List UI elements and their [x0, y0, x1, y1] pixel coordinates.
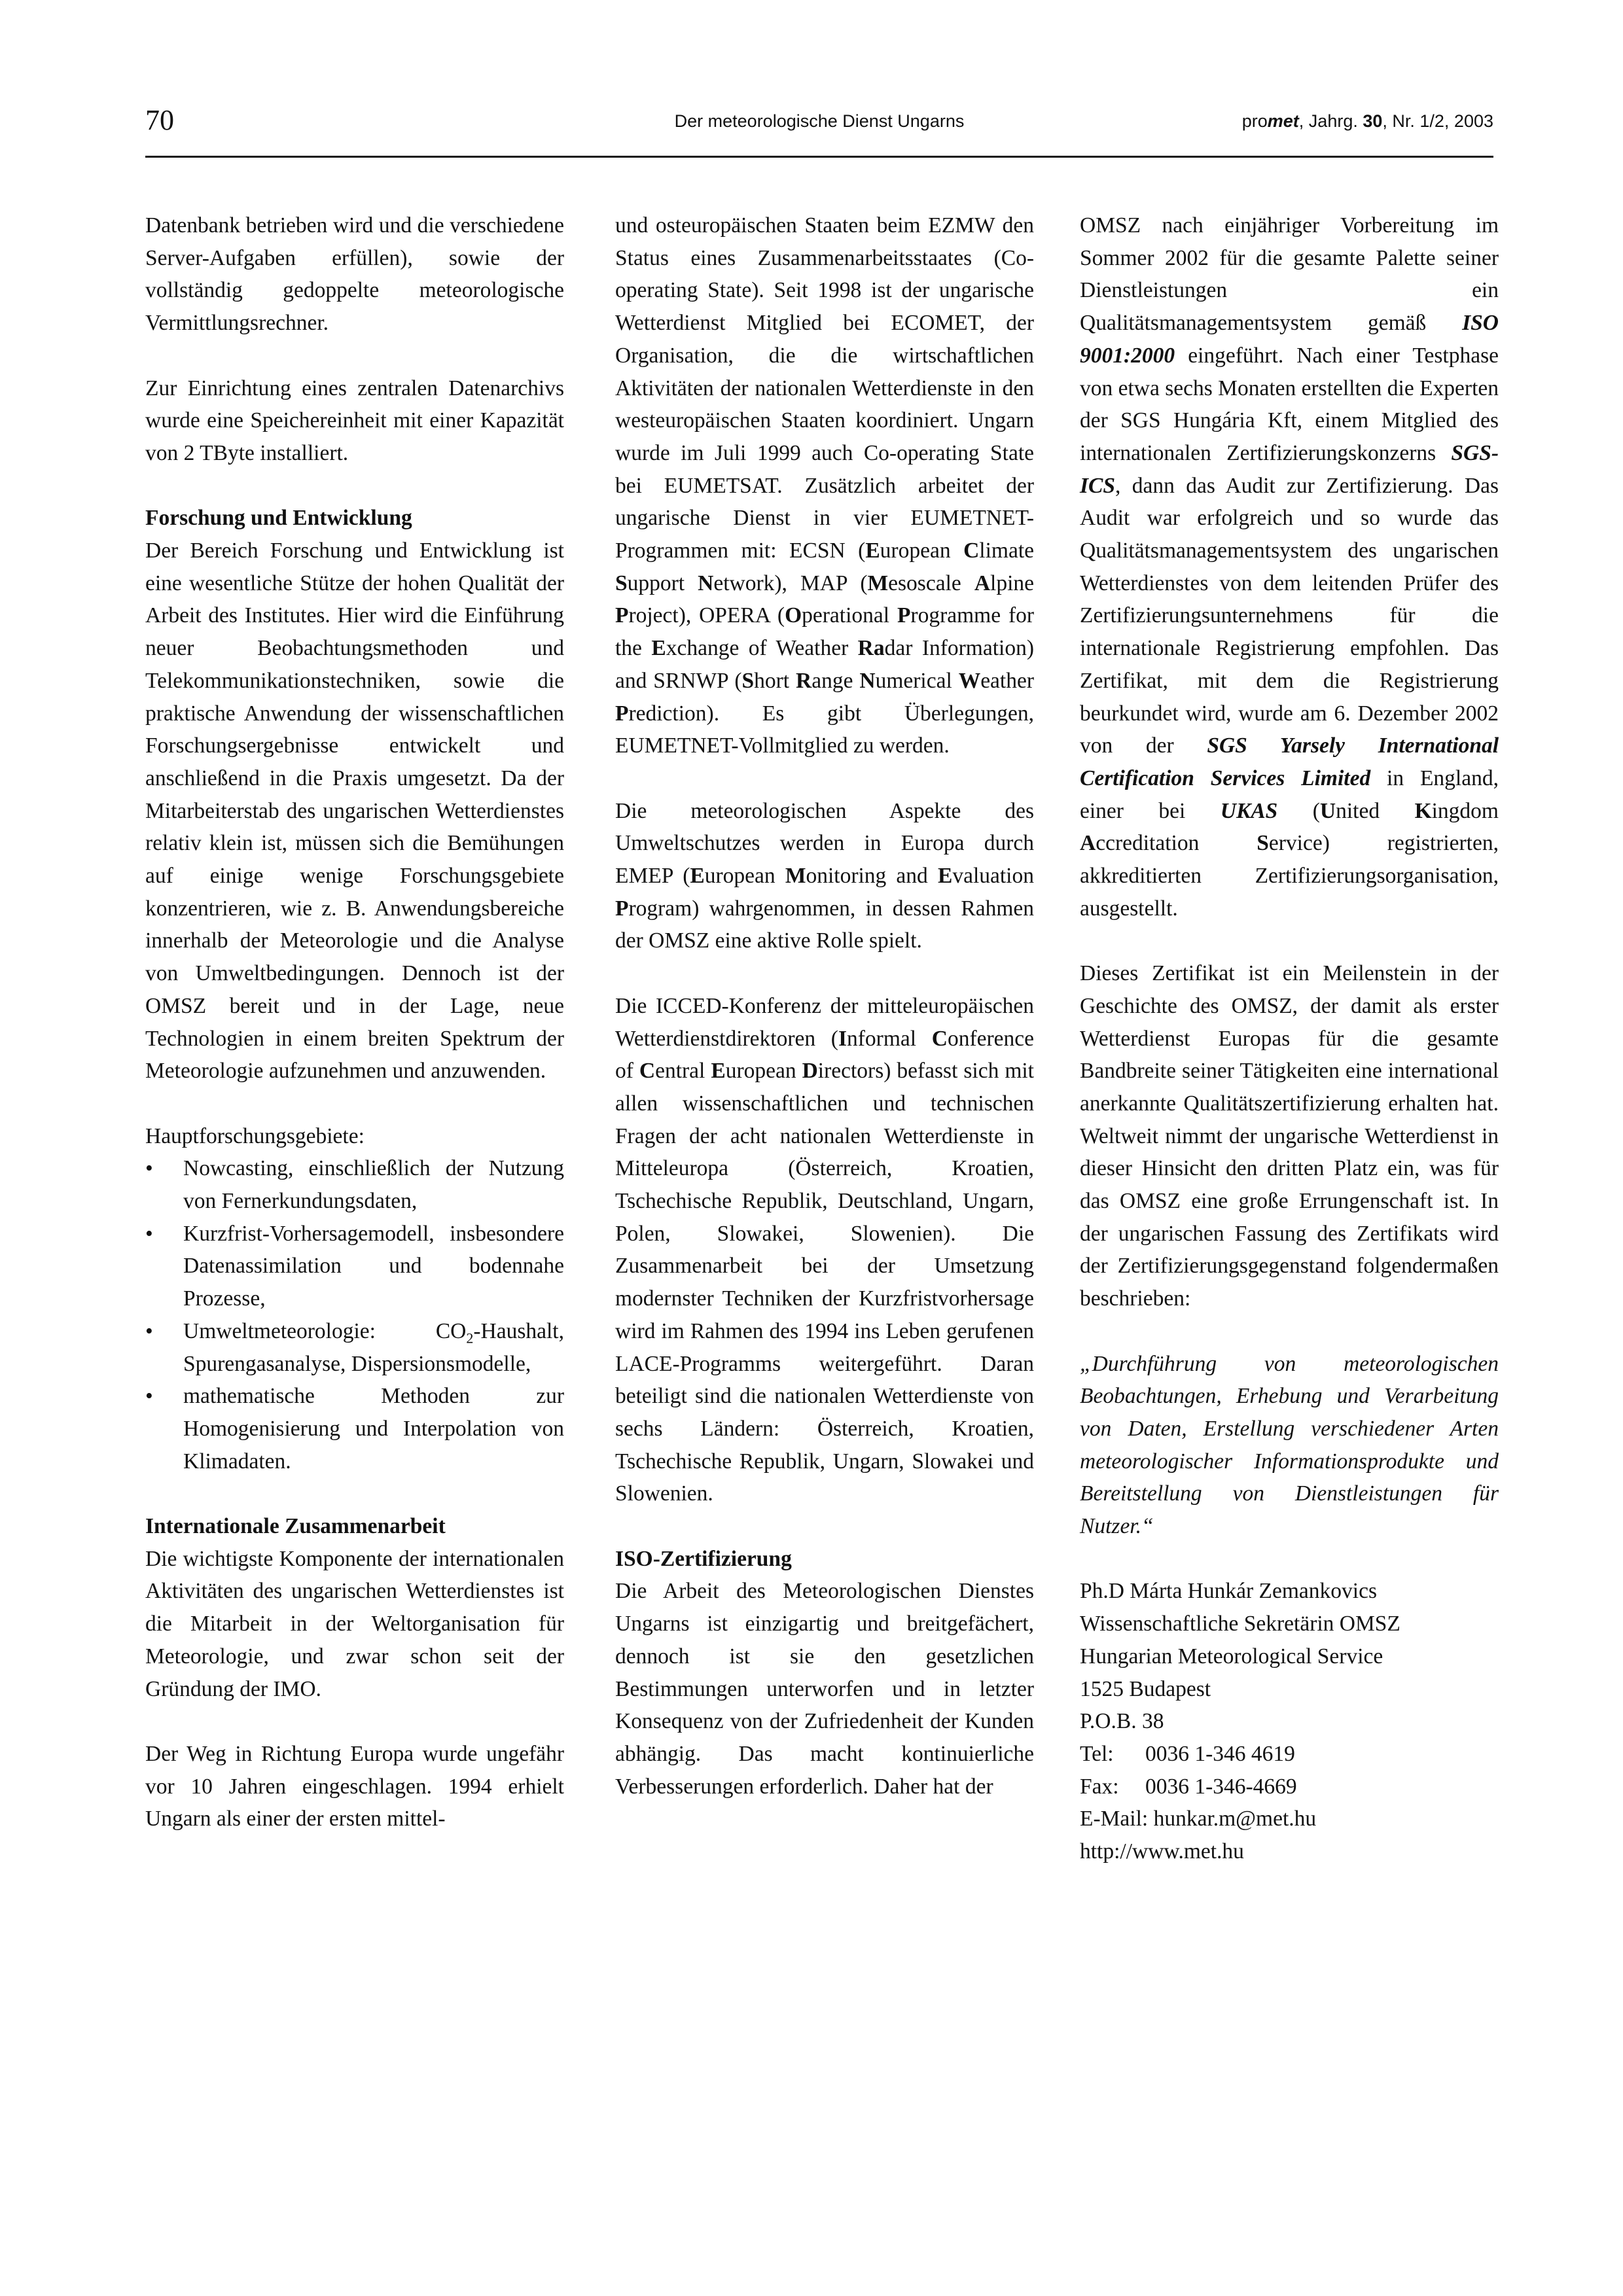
section-heading: Forschung und Entwicklung	[145, 506, 412, 531]
author-email: E-Mail: hunkar.m@met.hu	[1080, 1807, 1317, 1831]
author-website: http://www.met.hu	[1080, 1839, 1244, 1864]
author-fax: Fax: 0036 1-346-4669	[1080, 1774, 1297, 1799]
bullet-icon: •	[145, 1384, 153, 1409]
bullet-icon: •	[145, 1221, 153, 1246]
paragraph: Der Bereich Forschung und Entwicklung ist eine wesentliche Stütze der hohen Qualität der Arbeit des Institutes. Hier wird die Einführung neuer Beobachtungsmethoden und Telekommunikationstechniken, sowie die praktische Anwendung der wissenschaftlichen Forschungsergebnisse entwickelt und anschließend in die Praxis umgesetzt. Da der Mitarbeiterstab des ungarischen Wetterdienstes relativ klein ist, müssen sich die Bemühungen auf einige wenige Forschungsgebiete konzentrieren, wie z. B. Anwendungsbereiche innerhalb der Meteorologie und die Analyse von Umweltbedingungen. Dennoch ist der OMSZ bereit und in der Lage, neue Technologien in einem breiten Spektrum der Meteorologie aufzunehmen und anzuwenden.	[145, 539, 564, 1084]
column-3	[1080, 209, 1499, 1868]
author-pob: P.O.B. 38	[1080, 1709, 1164, 1734]
paragraph: und osteuropäischen Staaten beim EZMW den Status eines Zusammenarbeitsstaates (Co-operating State). Seit 1998 ist der ungarische Wetterdienst Mitglied bei ECOMET, der Organisation, die die wirtschaftlichen Aktivitäten der nationalen Wetterdienste in den westeuropäischen Staaten koordiniert. Ungarn wurde im Juli 1999 auch Co-operating State bei EUMETSAT. Zusätzlich arbeitet der ungarische Dienst in vier EUMETNET-Programmen mit: ECSN (European Climate Support Network), MAP (Mesoscale Alpine Project), OPERA (Operational Programme for the Exchange of Weather Radar Information) and SRNWP (Short Range Numerical Weather Prediction). Es gibt Überlegungen, EUMETNET-Vollmitglied zu werden.	[615, 213, 1035, 758]
paragraph: Der Weg in Richtung Europa wurde ungefähr vor 10 Jahren eingeschlagen. 1994 erhielt Ungarn als einer der ersten mittel-	[145, 1741, 564, 1831]
author-contact	[1080, 1575, 1499, 1867]
list-item: • Umweltmeteorologie: $CO_2$-Haushalt, Spurengasanalyse, Dispersionsmodelle,	[145, 1315, 564, 1380]
paragraph: Die wichtigste Komponente der internationalen Aktivitäten des ungarischen Wetterdienstes ist die Mitarbeit in der Weltorganisation für Meteorologie, und zwar schon seit der Gründung der IMO.	[145, 1546, 564, 1701]
paragraph: Dieses Zertifikat ist ein Meilenstein in der Geschichte des OMSZ, der damit als erster Wetterdienst Europas für die gesamte Bandbreite seiner Tätigkeiten eine international anerkannte Qualitätszertifizierung erhalten hat. Weltweit nimmt der ungarische Wetterdienst in dieser Hinsicht den dritten Platz ein, was für das OMSZ eine große Errungenschaft ist. In der ungarischen Fassung des Zertifikats wird der Zertifizierungsgegenstand folgendermaßen beschrieben:	[1080, 961, 1499, 1311]
bullet-icon: •	[145, 1318, 153, 1343]
author-organization: Hungarian Meteorological Service	[1080, 1644, 1383, 1669]
list-item: • mathematische Methoden zur Homogenisierung und Interpolation von Klimadaten.	[145, 1380, 564, 1477]
list-item: • Kurzfrist-Vorhersagemodell, insbesondere Datenassimilation und bodennahe Prozesse,	[145, 1218, 564, 1315]
section-heading: Internationale Zusammenarbeit	[145, 1514, 446, 1539]
page-header	[145, 103, 1493, 149]
running-title: Der meteorologische Dienst Ungarns	[674, 111, 965, 131]
paragraph: Datenbank betrieben wird und die verschiedene Server-Aufgaben erfüllen), sowie der vollständig gedoppelte meteorologische Vermittlungsrechner.	[145, 213, 564, 336]
research-list	[145, 1152, 564, 1477]
header-rule	[145, 156, 1493, 158]
paragraph: OMSZ nach einjähriger Vorbereitung im Sommer 2002 für die gesamte Palette seiner Dienstleistungen ein Qualitätsmanagementsystem gemäß ISO 9001:2000 eingeführt. Nach einer Testphase von etwa sechs Monaten erstellten die Experten der SGS Hungária Kft, einem Mitglied des internationalen Zertifizierungskonzerns SGS-ICS, dann das Audit zur Zertifizierung. Das Audit war erfolgreich und so wurde das Qualitätsmanagementsystem des ungarischen Wetterdienstes von dem leitenden Prüfer des Zertifizierungsunternehmens für die internationale Registrierung empfohlen. Das Zertifikat, mit dem die Registrierung beurkundet wird, wurde am 6. Dezember 2002 von der SGS Yarsely International Certification Services Limited in England, einer bei UKAS (United Kingdom Accreditation Service) registrierten, akkreditierten Zertifizierungsorganisation, ausgestellt.	[1080, 213, 1499, 921]
page-number: 70	[145, 104, 174, 136]
paragraph: Die ICCED-Konferenz der mitteleuropäischen Wetterdienstdirektoren (Informal Conference of Central European Directors) befasst sich mit allen wissenschaftlichen und technischen Fragen der acht nationalen Wetterdienste in Mitteleuropa (Österreich, Kroatien, Tschechische Republik, Deutschland, Ungarn, Polen, Slowakei, Slowenien). Die Zusammenarbeit bei der Umsetzung modernster Techniken der Kurzfristvorhersage wird im Rahmen des 1994 ins Leben gerufenen LACE-Programms weitergeführt. Daran beteiligt sind die nationalen Wetterdienste von sechs Ländern: Österreich, Kroatien, Tschechische Republik, Ungarn, Slowakei und Slowenien.	[615, 993, 1034, 1506]
author-city: 1525 Budapest	[1080, 1676, 1211, 1701]
paragraph: Die meteorologischen Aspekte des Umweltschutzes werden in Europa durch EMEP (European Monitoring and Evaluation Program) wahrgenommen, in dessen Rahmen der OMSZ eine aktive Rolle spielt.	[615, 798, 1034, 953]
author-name: Ph.D Márta Hunkár Zemankovics	[1080, 1579, 1378, 1604]
journal-citation: promet, Jahrg. 30, Nr. 1/2, 2003	[1241, 111, 1493, 131]
list-item: • Nowcasting, einschließlich der Nutzung von Fernerkundungsdaten,	[145, 1152, 564, 1217]
section-heading: ISO-Zertifizierung	[615, 1546, 792, 1571]
certificate-quote: „Durchführung von meteorologischen Beobachtungen, Erhebung und Verarbeitung von Daten, Erstellung verschiedener Arten meteorologischer Informationsprodukte und Bereitstellung von Dienstleistungen für Nutzer.“	[1080, 1351, 1499, 1539]
author-phone: Tel: 0036 1-346 4619	[1080, 1742, 1295, 1766]
bullet-icon: •	[145, 1156, 153, 1181]
list-title: Hauptforschungsgebiete:	[145, 1123, 365, 1148]
column-2	[615, 209, 1034, 1835]
author-role: Wissenschaftliche Sekretärin OMSZ	[1080, 1612, 1400, 1636]
paragraph: Die Arbeit des Meteorologischen Dienstes Ungarns ist einzigartig und breitgefächert, dennoch ist sie den gesetzlichen Bestimmungen unterworfen und in letzter Konsequenz von der Zufriedenheit der Kunden abhängig. Das macht kontinuierliche Verbesserungen erforderlich. Daher hat der	[615, 1579, 1034, 1799]
column-1	[145, 209, 564, 1868]
paragraph: Zur Einrichtung eines zentralen Datenarchivs wurde eine Speichereinheit mit einer Kapazität von 2 TByte installiert.	[145, 376, 564, 465]
